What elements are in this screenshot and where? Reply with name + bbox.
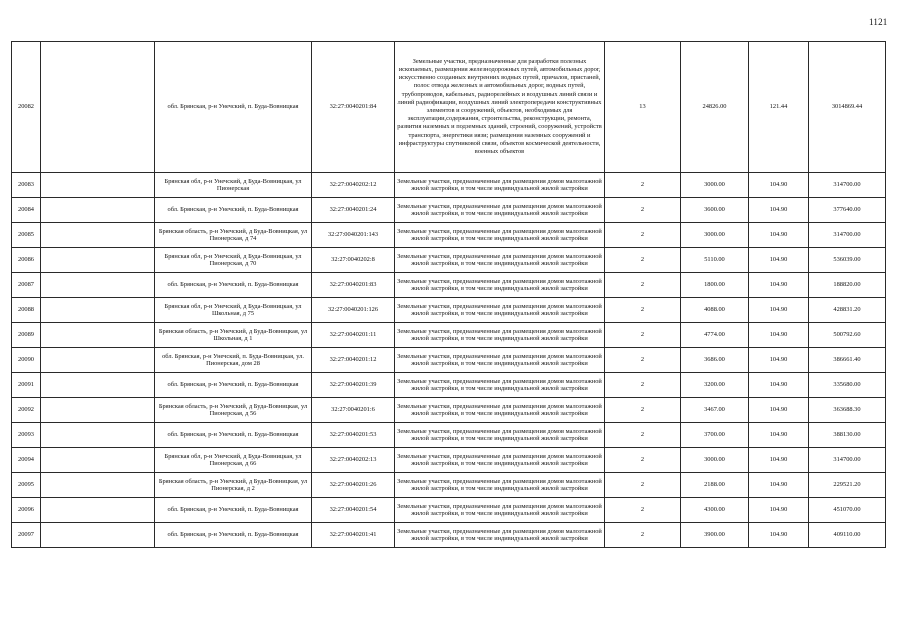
- address-cell: обл. Брянская, р-н Унечский, п. Буда-Вовницкая: [155, 198, 312, 223]
- blank-cell: [41, 42, 155, 173]
- land-use-group-cell: 2: [605, 523, 681, 548]
- specific-value-cell: 104.90: [749, 523, 809, 548]
- row-number-cell: 20097: [12, 523, 41, 548]
- land-use-description-cell: Земельные участки, предназначенные для размещения домов малоэтажной жилой застройки, в том числе индивидуальной жилой застройки: [395, 298, 605, 323]
- cadastral-value-cell: 500792.60: [809, 323, 886, 348]
- table-row: [12, 448, 886, 473]
- land-use-group-cell: 2: [605, 198, 681, 223]
- cadastral-number-cell: 32:27:0040201:12: [312, 348, 395, 373]
- table-row: [12, 273, 886, 298]
- area-cell: 3200.00: [681, 373, 749, 398]
- table-row: [12, 373, 886, 398]
- table-row: [12, 298, 886, 323]
- land-use-group-cell: 2: [605, 498, 681, 523]
- cadastral-value-cell: 451070.00: [809, 498, 886, 523]
- blank-cell: [41, 298, 155, 323]
- cadastral-value-cell: 536039.00: [809, 248, 886, 273]
- row-number-cell: 20085: [12, 223, 41, 248]
- table-row: [12, 173, 886, 198]
- address-cell: Брянская область, р-н Унечский, д Буда-Вовницкая, ул Школьная, д 1: [155, 323, 312, 348]
- row-number-cell: 20088: [12, 298, 41, 323]
- land-use-description-cell: Земельные участки, предназначенные для размещения домов малоэтажной жилой застройки, в том числе индивидуальной жилой застройки: [395, 198, 605, 223]
- area-cell: 3700.00: [681, 423, 749, 448]
- address-cell: обл. Брянская, р-н Унечский, п. Буда-Вовницкая: [155, 373, 312, 398]
- address-cell: обл. Брянская, р-н Унечский, п. Буда-Вовницкая: [155, 42, 312, 173]
- blank-cell: [41, 373, 155, 398]
- land-use-description-cell: Земельные участки, предназначенные для размещения домов малоэтажной жилой застройки, в том числе индивидуальной жилой застройки: [395, 423, 605, 448]
- land-use-group-cell: 2: [605, 223, 681, 248]
- area-cell: 4300.00: [681, 498, 749, 523]
- address-cell: Брянская область, р-н Унечский, д Буда-Вовницкая, ул Пионерская, д 2: [155, 473, 312, 498]
- blank-cell: [41, 223, 155, 248]
- land-use-description-cell: Земельные участки, предназначенные для размещения домов малоэтажной жилой застройки, в том числе индивидуальной жилой застройки: [395, 323, 605, 348]
- address-cell: Брянская обл, р-н Унечский, д Буда-Вовницкая, ул Школьная, д 75: [155, 298, 312, 323]
- cadastral-number-cell: 32:27:0040202:8: [312, 248, 395, 273]
- cadastral-value-cell: 377640.00: [809, 198, 886, 223]
- table-row: [12, 523, 886, 548]
- land-use-description-cell: Земельные участки, предназначенные для размещения домов малоэтажной жилой застройки, в том числе индивидуальной жилой застройки: [395, 348, 605, 373]
- area-cell: 3686.00: [681, 348, 749, 373]
- land-use-description-cell: Земельные участки, предназначенные для размещения домов малоэтажной жилой застройки, в том числе индивидуальной жилой застройки: [395, 248, 605, 273]
- blank-cell: [41, 423, 155, 448]
- cadastral-number-cell: 32:27:0040201:143: [312, 223, 395, 248]
- specific-value-cell: 104.90: [749, 373, 809, 398]
- area-cell: 3000.00: [681, 173, 749, 198]
- row-number-cell: 20090: [12, 348, 41, 373]
- cadastral-number-cell: 32:27:0040201:53: [312, 423, 395, 448]
- table-row: [12, 248, 886, 273]
- cadastral-value-cell: 363688.30: [809, 398, 886, 423]
- cadastral-number-cell: 32:27:0040201:26: [312, 473, 395, 498]
- cadastral-value-cell: 314700.00: [809, 448, 886, 473]
- table-row: [12, 348, 886, 373]
- page-number: 1121: [869, 17, 888, 27]
- cadastral-number-cell: 32:27:0040201:11: [312, 323, 395, 348]
- cadastral-number-cell: 32:27:0040201:41: [312, 523, 395, 548]
- address-cell: обл. Брянская, р-н Унечский, п. Буда-Вовницкая: [155, 273, 312, 298]
- blank-cell: [41, 448, 155, 473]
- land-use-group-cell: 2: [605, 173, 681, 198]
- cadastral-number-cell: 32:27:0040201:84: [312, 42, 395, 173]
- blank-cell: [41, 348, 155, 373]
- land-use-description-cell: Земельные участки, предназначенные для размещения домов малоэтажной жилой застройки, в том числе индивидуальной жилой застройки: [395, 523, 605, 548]
- table-row: [12, 323, 886, 348]
- specific-value-cell: 104.90: [749, 323, 809, 348]
- address-cell: обл. Брянская, р-н Унечский, п. Буда-Вовницкая: [155, 423, 312, 448]
- land-use-group-cell: 2: [605, 348, 681, 373]
- cadastral-value-cell: 188820.00: [809, 273, 886, 298]
- blank-cell: [41, 473, 155, 498]
- cadastral-value-cell: 388130.00: [809, 423, 886, 448]
- specific-value-cell: 121.44: [749, 42, 809, 173]
- row-number-cell: 20093: [12, 423, 41, 448]
- land-use-description-cell: Земельные участки, предназначенные для размещения домов малоэтажной жилой застройки, в том числе индивидуальной жилой застройки: [395, 448, 605, 473]
- row-number-cell: 20096: [12, 498, 41, 523]
- row-number-cell: 20094: [12, 448, 41, 473]
- address-cell: Брянская обл, р-н Унечский, д Буда-Вовницкая, ул Пионерская, д 70: [155, 248, 312, 273]
- cadastral-number-cell: 32:27:0040201:24: [312, 198, 395, 223]
- specific-value-cell: 104.90: [749, 173, 809, 198]
- row-number-cell: 20084: [12, 198, 41, 223]
- land-use-group-cell: 2: [605, 273, 681, 298]
- cadastral-number-cell: 32:27:0040201:83: [312, 273, 395, 298]
- specific-value-cell: 104.90: [749, 248, 809, 273]
- cadastral-value-cell: 3014869.44: [809, 42, 886, 173]
- land-use-group-cell: 2: [605, 373, 681, 398]
- blank-cell: [41, 398, 155, 423]
- address-cell: Брянская область, р-н Унечский, д Буда-Вовницкая, ул Пионерская, д 56: [155, 398, 312, 423]
- cadastral-value-table: [11, 41, 886, 548]
- land-use-description-cell: Земельные участки, предназначенные для размещения домов малоэтажной жилой застройки, в том числе индивидуальной жилой застройки: [395, 273, 605, 298]
- cadastral-value-cell: 386661.40: [809, 348, 886, 373]
- land-use-group-cell: 2: [605, 423, 681, 448]
- specific-value-cell: 104.90: [749, 223, 809, 248]
- blank-cell: [41, 173, 155, 198]
- cadastral-value-cell: 335680.00: [809, 373, 886, 398]
- table-row: [12, 473, 886, 498]
- land-use-group-cell: 2: [605, 473, 681, 498]
- cadastral-value-cell: 229521.20: [809, 473, 886, 498]
- land-use-group-cell: 2: [605, 248, 681, 273]
- area-cell: 1800.00: [681, 273, 749, 298]
- address-cell: Брянская обл, р-н Унечский, д Буда-Вовницкая, ул Пионерская, д 66: [155, 448, 312, 473]
- specific-value-cell: 104.90: [749, 298, 809, 323]
- land-use-group-cell: 2: [605, 323, 681, 348]
- row-number-cell: 20082: [12, 42, 41, 173]
- specific-value-cell: 104.90: [749, 448, 809, 473]
- land-use-description-cell: Земельные участки, предназначенные для размещения домов малоэтажной жилой застройки, в том числе индивидуальной жилой застройки: [395, 373, 605, 398]
- cadastral-number-cell: 32:27:0040201:6: [312, 398, 395, 423]
- table-body: [12, 42, 886, 548]
- cadastral-value-cell: 314700.00: [809, 223, 886, 248]
- cadastral-number-cell: 32:27:0040201:39: [312, 373, 395, 398]
- blank-cell: [41, 248, 155, 273]
- land-use-group-cell: 13: [605, 42, 681, 173]
- specific-value-cell: 104.90: [749, 398, 809, 423]
- area-cell: 4088.00: [681, 298, 749, 323]
- cadastral-number-cell: 32:27:0040201:126: [312, 298, 395, 323]
- blank-cell: [41, 323, 155, 348]
- table-row: [12, 398, 886, 423]
- row-number-cell: 20083: [12, 173, 41, 198]
- blank-cell: [41, 498, 155, 523]
- cadastral-value-cell: 428831.20: [809, 298, 886, 323]
- area-cell: 3467.00: [681, 398, 749, 423]
- specific-value-cell: 104.90: [749, 473, 809, 498]
- table-row: [12, 198, 886, 223]
- land-use-description-cell: Земельные участки, предназначенные для разработки полезных ископаемых, размещения железнодорожных путей, автомобильных дорог, искусственно созданных внутренних водных путей, причалов, пристаней, полос отвода железных и автомобильных дорог, водных путей, трубопроводов, кабельных, радиорелейных и воздушных линий связи и линий радиофикации, воздушных линий электропередачи конструктивных элементов и сооружений, объектов, необходимых для эксплуатации,содержания, строительства, реконструкции, ремонта, развития наземных и подземных зданий, строений, сооружений, устройств транспорта, энергетики иязи; размещения наземных сооружений и инфраструктуры спутниковой связи, объектов космической деятельности, военных объектов: [395, 42, 605, 173]
- table-row: [12, 498, 886, 523]
- table-row: [12, 223, 886, 248]
- row-number-cell: 20089: [12, 323, 41, 348]
- specific-value-cell: 104.90: [749, 423, 809, 448]
- land-use-group-cell: 2: [605, 448, 681, 473]
- area-cell: 3900.00: [681, 523, 749, 548]
- specific-value-cell: 104.90: [749, 198, 809, 223]
- cadastral-value-cell: 409110.00: [809, 523, 886, 548]
- cadastral-number-cell: 32:27:0040202:13: [312, 448, 395, 473]
- area-cell: 4774.00: [681, 323, 749, 348]
- specific-value-cell: 104.90: [749, 273, 809, 298]
- land-use-group-cell: 2: [605, 298, 681, 323]
- land-use-description-cell: Земельные участки, предназначенные для размещения домов малоэтажной жилой застройки, в том числе индивидуальной жилой застройки: [395, 223, 605, 248]
- area-cell: 3000.00: [681, 448, 749, 473]
- row-number-cell: 20095: [12, 473, 41, 498]
- address-cell: Брянская область, р-н Унечский, д Буда-Вовницкая, ул Пионерская, д 74: [155, 223, 312, 248]
- land-use-description-cell: Земельные участки, предназначенные для размещения домов малоэтажной жилой застройки, в том числе индивидуальной жилой застройки: [395, 398, 605, 423]
- row-number-cell: 20091: [12, 373, 41, 398]
- specific-value-cell: 104.90: [749, 498, 809, 523]
- land-use-description-cell: Земельные участки, предназначенные для размещения домов малоэтажной жилой застройки, в том числе индивидуальной жилой застройки: [395, 498, 605, 523]
- blank-cell: [41, 198, 155, 223]
- area-cell: 5110.00: [681, 248, 749, 273]
- address-cell: обл. Брянская, р-н Унечский, п. Буда-Вовницкая, ул. Пионерская, дом 28: [155, 348, 312, 373]
- row-number-cell: 20092: [12, 398, 41, 423]
- blank-cell: [41, 523, 155, 548]
- land-use-description-cell: Земельные участки, предназначенные для размещения домов малоэтажной жилой застройки, в том числе индивидуальной жилой застройки: [395, 173, 605, 198]
- table-row: [12, 42, 886, 173]
- area-cell: 3000.00: [681, 223, 749, 248]
- blank-cell: [41, 273, 155, 298]
- area-cell: 24826.00: [681, 42, 749, 173]
- cadastral-number-cell: 32:27:0040201:54: [312, 498, 395, 523]
- address-cell: обл. Брянская, р-н Унечский, п. Буда-Вовницкая: [155, 523, 312, 548]
- row-number-cell: 20086: [12, 248, 41, 273]
- address-cell: Брянская обл, р-н Унечский, д Буда-Вовницкая, ул Пионерская: [155, 173, 312, 198]
- land-use-description-cell: Земельные участки, предназначенные для размещения домов малоэтажной жилой застройки, в том числе индивидуальной жилой застройки: [395, 473, 605, 498]
- row-number-cell: 20087: [12, 273, 41, 298]
- area-cell: 3600.00: [681, 198, 749, 223]
- cadastral-value-cell: 314700.00: [809, 173, 886, 198]
- area-cell: 2188.00: [681, 473, 749, 498]
- address-cell: обл. Брянская, р-н Унечский, п. Буда-Вовницкая: [155, 498, 312, 523]
- specific-value-cell: 104.90: [749, 348, 809, 373]
- cadastral-number-cell: 32:27:0040202:12: [312, 173, 395, 198]
- table-row: [12, 423, 886, 448]
- land-use-group-cell: 2: [605, 398, 681, 423]
